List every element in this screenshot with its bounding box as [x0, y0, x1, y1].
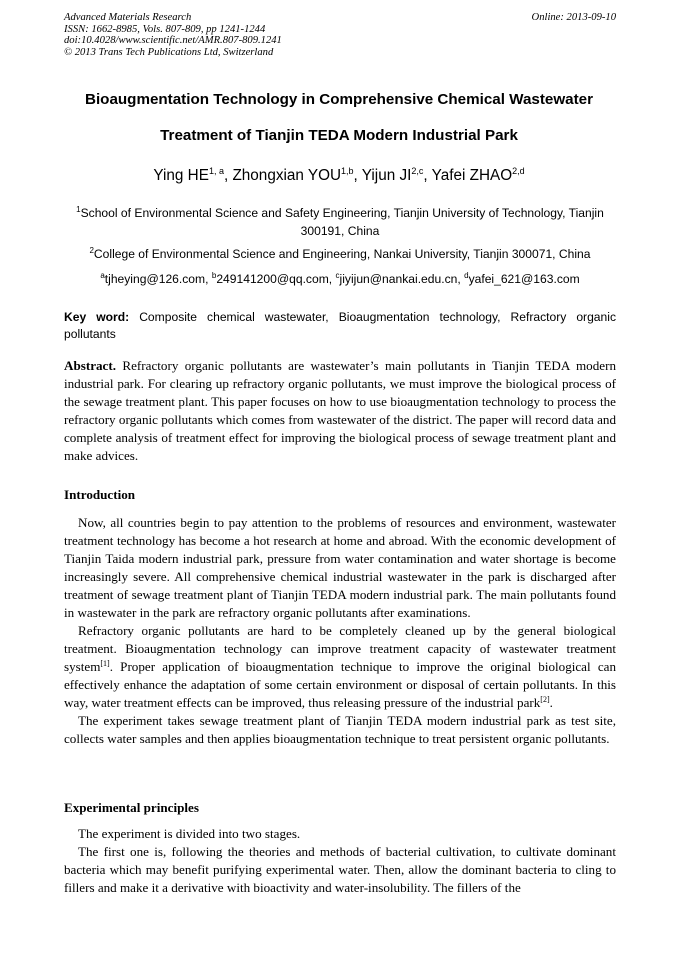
paragraph: Now, all countries begin to pay attention to the problems of resources and environment, wastewater treatment technology has become a hot research at home and abroad. With the economic development of Tianjin Taida modern industrial park, pressure from water contamination and water shortage is become increasingly severe. All comprehensive chemical industrial wastewater in the park is discharged after treatment of sewage treatment plant of Tianjin TEDA modern industrial park. The main pollutants found in wastewater in the park are refractory organic pollutants after examinations. — [64, 515, 616, 620]
author-name: Ying HE — [153, 167, 209, 184]
author-separator: , — [223, 167, 233, 184]
journal-copyright: © 2013 Trans Tech Publications Ltd, Switzerland — [64, 46, 274, 58]
abstract-label: Abstract. — [64, 358, 116, 373]
paragraph-text: . — [549, 695, 553, 710]
paragraph — [64, 622, 616, 712]
email-mark: a — [100, 271, 105, 280]
email-mark: d — [464, 271, 469, 280]
paragraph-text: . Proper application of bioaugmentation technique to improve the original biological can effectively enhance the adaptation of some certain environment or disposal of certain pollutants. In this way, water treatment effects can be improved, thus releasing pressure of the industrial park — [64, 659, 616, 710]
paragraph: The experiment is divided into two stages. — [78, 826, 301, 841]
journal-doi: doi:10.4028/www.scientific.net/AMR.807-809.1241 — [64, 35, 282, 47]
journal-issn: ISSN: 1662-8985, Vols. 807-809, pp 1241-1244 — [64, 23, 266, 35]
journal-header — [64, 12, 616, 58]
author-emails — [64, 270, 616, 288]
online-date: Online: 2013-09-10 — [531, 12, 616, 23]
abstract-text: Refractory organic pollutants are wastewater’s main pollutants in Tianjin TEDA modern industrial park. For clearing up refractory organic pollutants, we must improve the biological process of the sewage treatment plant. This paper focuses on how to use bioaugmentation technology to process the refractory organic pollutants which comes from wastewater of the district. The paper will record data and complete analysis of treatment effect for improving the biological process of sewage treatment plant and make advices. — [64, 358, 616, 463]
section-heading-experimental-principles: Experimental principles — [64, 800, 199, 815]
affiliation-mark: 1 — [76, 205, 81, 214]
author-separator: , — [423, 167, 432, 184]
paragraph-text: Refractory organic pollutants are hard to be completely cleaned up by the general biological treatment. Bioaugmentation technology can improve treatment capacity of wastewater treatment system — [64, 623, 616, 674]
author-separator: , — [353, 167, 362, 184]
paragraph: The first one is, following the theories and methods of bacterial cultivation, to cultivate dominant bacteria which may benefit purifying experimental water. Then, allow the dominant bacteria to cling to fillers and make it a derivative with bioactivity and water-insolubility. The fillers of the — [64, 844, 616, 895]
citation[interactable]: [2] — [540, 695, 550, 704]
section-heading-introduction: Introduction — [64, 487, 136, 502]
email-mark: c — [335, 271, 340, 280]
affiliation-1 — [64, 204, 616, 240]
email-separator: , — [457, 272, 465, 286]
email-address[interactable]: jiyijun@nankai.edu.cn — [339, 272, 458, 286]
email-separator: , — [328, 272, 336, 286]
email-address[interactable]: tjheying@126.com — [104, 272, 206, 286]
affiliation-text: College of Environmental Science and Engineering, Nankai University, Tianjin 300071, China — [93, 247, 591, 261]
author-list — [30, 167, 648, 185]
introduction-section — [64, 514, 616, 748]
abstract — [64, 357, 616, 465]
email-address[interactable]: yafei_621@163.com — [468, 272, 580, 286]
affiliation-2 — [64, 245, 616, 263]
keywords-text: Composite chemical wastewater, Bioaugmentation technology, Refractory organic pollutants — [64, 310, 616, 341]
experimental-principles-section — [64, 825, 616, 897]
citation[interactable]: [1] — [100, 659, 110, 668]
author-name: Yijun JI — [361, 167, 412, 184]
author-affiliation-mark: 2,d — [512, 166, 525, 176]
journal-name: Advanced Materials Research — [64, 12, 192, 23]
author-name: Yafei ZHAO — [431, 167, 513, 184]
email-separator: , — [205, 272, 212, 286]
paragraph: The experiment takes sewage treatment plant of Tianjin TEDA modern industrial park as test site, collects water samples and then applies bioaugmentation technique to treat persistent organic pollutants. — [64, 713, 616, 746]
paper-title-line-2: Treatment of Tianjin TEDA Modern Industrial Park — [160, 127, 518, 144]
email-address[interactable]: 249141200@qq.com — [216, 272, 329, 286]
affiliation-mark: 2 — [89, 246, 94, 255]
affiliation-text: School of Environmental Science and Safety Engineering, Tianjin University of Technology, Tianjin 300191, China — [80, 206, 604, 238]
keywords-label: Key word: — [64, 310, 130, 324]
paper-title-line-1: Bioaugmentation Technology in Comprehensive Chemical Wastewater — [84, 91, 594, 108]
author-name: Zhongxian YOU — [232, 167, 342, 184]
keywords — [64, 309, 616, 343]
author-affiliation-mark: 2,c — [411, 166, 424, 176]
author-affiliation-mark: 1,b — [341, 166, 354, 176]
author-affiliation-mark: 1, a — [208, 166, 224, 176]
email-mark: b — [211, 271, 217, 280]
